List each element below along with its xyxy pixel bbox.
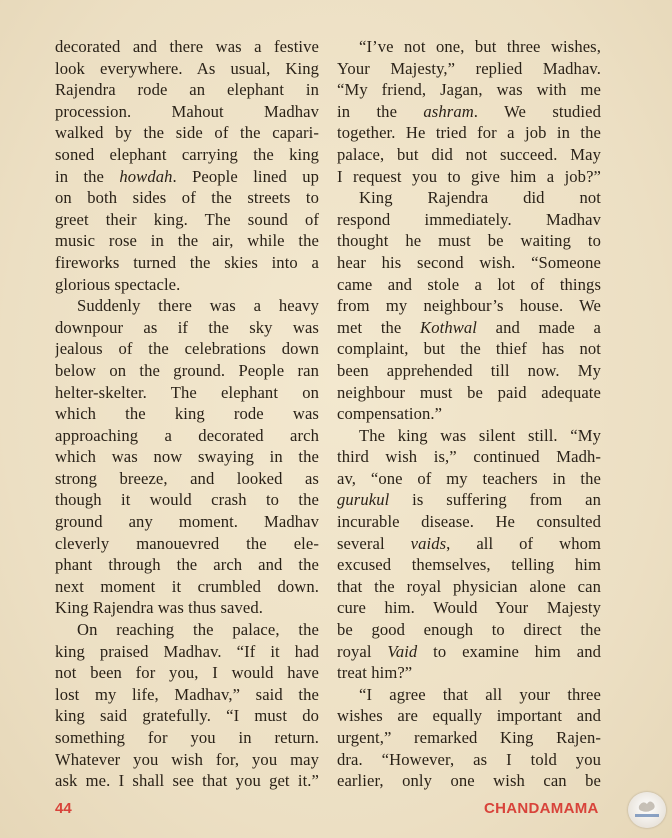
text-line: which was now swaying in the (55, 447, 319, 467)
text-line: glorious spectacle. (55, 274, 181, 294)
text-line: music rose in the air, while the (55, 231, 319, 251)
text-line: incurable disease. He consulted (337, 512, 601, 532)
text-line: neighbour must be paid adequate (337, 382, 601, 402)
text-line: helter-skelter. The elephant on (55, 382, 319, 402)
text-line: complaint, but the thief has not (337, 339, 601, 359)
text-line: decorated and there was a festive (55, 37, 319, 56)
italic-term: Kothwal (420, 317, 477, 337)
paragraph (337, 187, 601, 425)
text-line: dra. “However, as I told you (337, 749, 601, 769)
text-line: in the ashram. We studied (337, 101, 601, 121)
text-line: which the king rode was (55, 404, 319, 424)
text-line: “I agree that all your three (359, 684, 601, 704)
text-line: below on the ground. People ran (55, 360, 319, 380)
text-line: av, “one of my teachers in the (337, 468, 601, 488)
text-line: look everywhere. As usual, King (55, 58, 319, 78)
text-line: urgent,” remarked King Rajen- (337, 728, 601, 747)
text-line: lost my life, Madhav,” said the (55, 684, 319, 704)
magazine-title: CHANDAMAMA (484, 800, 599, 817)
text-line: came and stole a lot of things (337, 274, 601, 294)
text-line: king praised Madhav. “If it had (55, 641, 319, 661)
text-line: be good enough to direct the (337, 620, 601, 640)
text-line: respond immediately. Madhav (337, 209, 601, 229)
text-line: from my neighbour’s house. We (337, 296, 601, 316)
text-line: Suddenly there was a heavy (77, 296, 319, 316)
text-line: several vaids, all of whom (337, 533, 601, 553)
text-line: not been for you, I would have (55, 663, 319, 683)
page-number: 44 (55, 800, 72, 817)
text-line: in the howdah. People lined up (55, 166, 319, 186)
text-line: third wish is,” continued Madh- (337, 447, 601, 467)
text-line: procession. Mahout Madhav (55, 101, 319, 121)
text-line: jealous of the celebrations down (55, 339, 319, 359)
text-line: next moment it crumbled down. (55, 576, 319, 596)
text-line: king said gratefully. “I must do (55, 706, 319, 726)
paragraph (337, 684, 601, 792)
text-line: I request you to give him a job?” (337, 166, 601, 186)
text-line: ground any moment. Madhav (55, 512, 319, 532)
text-line: gurukul is suffering from an (337, 490, 601, 510)
text-line: cure him. Would Your Majesty (337, 598, 601, 618)
italic-term: Vaid (387, 641, 418, 661)
text-line: On reaching the palace, the (77, 620, 319, 640)
text-line: Whatever you wish for, you may (55, 749, 319, 769)
text-line: approaching a decorated arch (55, 425, 319, 445)
paragraph (55, 619, 319, 792)
text-line: been apprehended till now. My (337, 360, 601, 380)
text-line: together. He tried for a job in the (337, 123, 601, 143)
text-line: met the Kothwal and made a (337, 317, 601, 337)
text-line: on both sides of the streets to (55, 188, 319, 208)
text-line: something for you in return. (55, 728, 319, 747)
text-line: ask me. I shall see that you get it.” (55, 771, 319, 791)
italic-term: gurukul (337, 490, 390, 510)
text-line: greet their king. The sound of (55, 209, 319, 229)
library-stamp-icon (628, 792, 666, 828)
italic-term: vaids (410, 533, 447, 553)
text-line: hear his second wish. “Someone (337, 252, 601, 272)
text-line: cleverly manouevred the ele- (55, 533, 319, 553)
text-line: strong breeze, and looked as (55, 468, 319, 488)
text-line: Rajendra rode an elephant in (55, 80, 319, 100)
text-line: earlier, only one wish can be (337, 771, 601, 791)
text-line: palace, but did not succeed. May (337, 144, 601, 164)
text-line: soned elephant carrying the king (55, 144, 319, 164)
paragraph (337, 425, 601, 684)
text-line: compensation.” (337, 404, 443, 424)
italic-term: ashram (423, 101, 474, 121)
text-line: The king was silent still. “My (359, 425, 601, 445)
text-line: wishes are equally important and (337, 706, 601, 726)
text-line: King Rajendra did not (359, 188, 601, 208)
text-line: though it would crash to the (55, 490, 319, 510)
text-line: excused themselves, telling him (337, 555, 601, 575)
text-line: thought he must be waiting to (337, 231, 601, 251)
text-line: that the royal physician alone can (337, 576, 601, 596)
paragraph (55, 36, 319, 295)
paragraph (337, 36, 601, 187)
text-line: treat him?” (337, 663, 413, 683)
text-line: fireworks turned the skies into a (55, 252, 319, 272)
text-line: walked by the side of the capari- (55, 123, 319, 143)
text-line: Your Majesty,” replied Madhav. (337, 58, 601, 78)
italic-term: howdah (119, 166, 173, 186)
paragraph (55, 295, 319, 619)
text-line: King Rajendra was thus saved. (55, 598, 263, 618)
text-line: royal Vaid to examine him and (337, 641, 601, 661)
text-line: downpour as if the sky was (55, 317, 319, 337)
text-line: “My friend, Jagan, was with me (337, 80, 601, 100)
left-column (55, 36, 319, 792)
right-column (337, 36, 601, 792)
text-line: phant through the arch and the (55, 555, 319, 575)
text-line: “I’ve not one, but three wishes, (359, 37, 601, 56)
